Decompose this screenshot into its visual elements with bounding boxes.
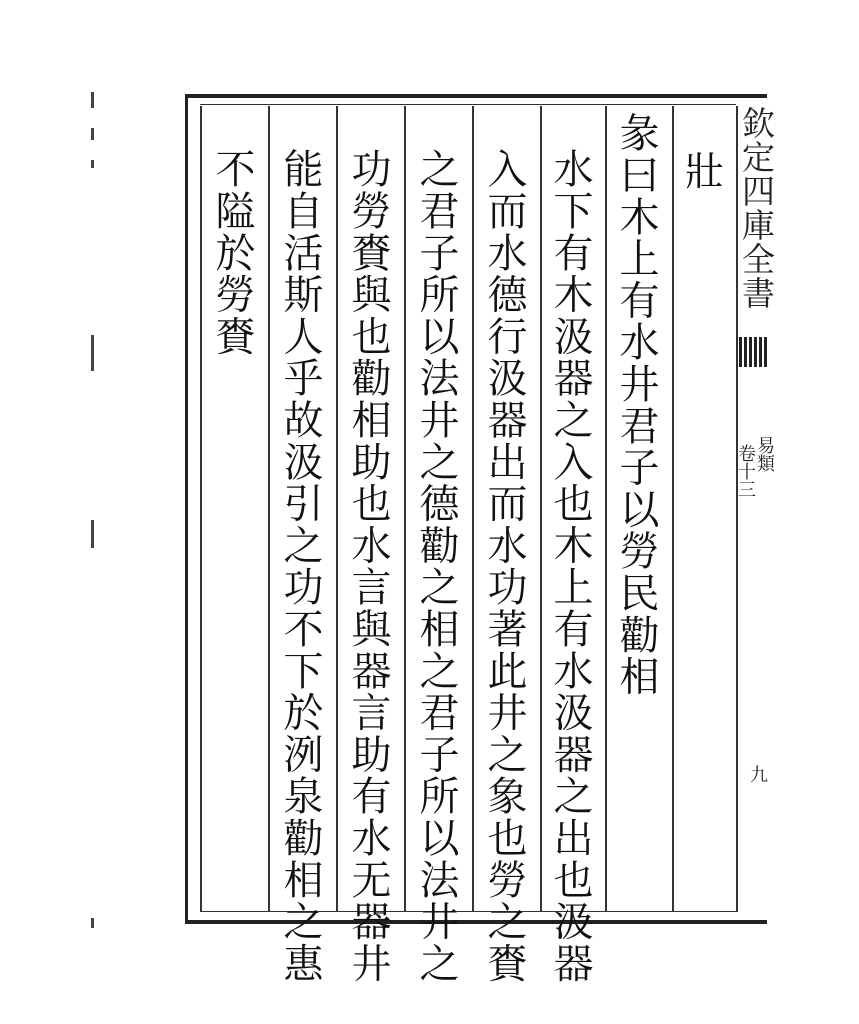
text-column: 水下有木汲器之入也木上有水汲器之出也汲器: [547, 148, 593, 984]
text-column: 能自活斯人乎故汲引之功不下於洌泉勸相之惠: [277, 148, 323, 984]
book-title: 欽定四庫全書: [737, 106, 776, 310]
text-column: 壯: [678, 150, 724, 192]
text-column: 入而水德行汲器出而水功著此井之象也勞之賚: [481, 148, 527, 984]
column-rule: [336, 106, 338, 912]
text-column: 功勞賚與也勸相助也水言與器言助有水无器井: [345, 148, 391, 984]
scan-edge-mark: [91, 520, 94, 548]
column-rule: [472, 106, 474, 912]
scan-edge-mark: [91, 918, 94, 928]
section-label: 易類: [754, 436, 775, 472]
volume-label: 卷十三: [735, 444, 756, 498]
page-number: 九: [747, 765, 768, 783]
column-rule: [200, 106, 202, 912]
scan-edge-mark: [91, 160, 94, 168]
text-column: 之君子所以法井之德勸之相之君子所以法井之: [413, 148, 459, 984]
column-rule: [605, 106, 607, 912]
column-rule: [672, 106, 674, 912]
fish-tail-mark: [739, 337, 767, 367]
column-rule: [404, 106, 406, 912]
text-column: 不隘於勞賚: [209, 148, 255, 357]
text-column: 彖曰木上有水井君子以勞民勸相: [613, 112, 659, 698]
scan-edge-mark: [91, 335, 94, 371]
column-rule: [540, 106, 542, 912]
scan-edge-mark: [91, 92, 94, 108]
scan-edge-mark: [91, 128, 94, 140]
column-rule: [268, 106, 270, 912]
